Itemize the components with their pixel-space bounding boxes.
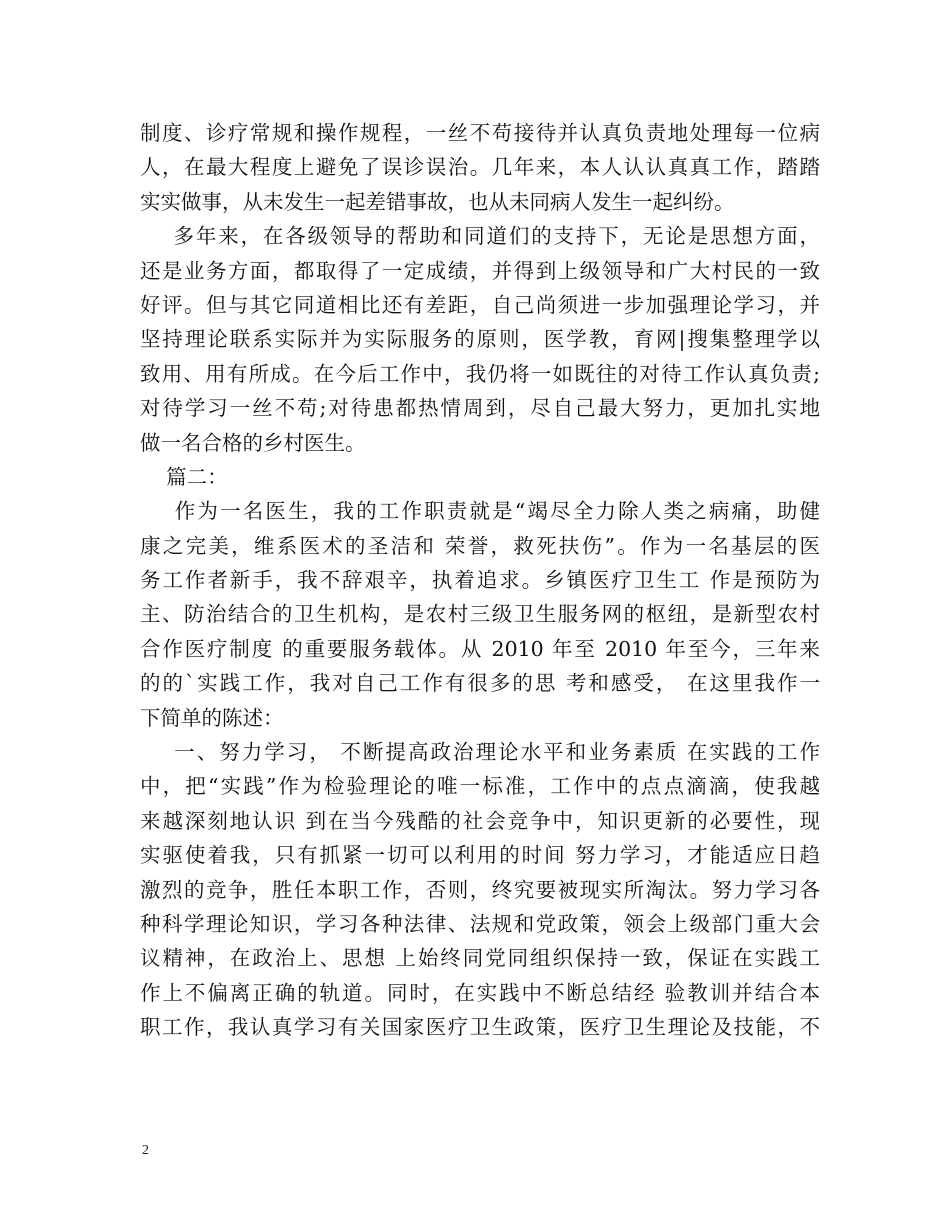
text-line: 合作医疗制度 的重要服务载体。从 2010 年至 2010 年至今，三年来 [140,636,820,661]
text-line: 坚持理论联系实际并为实际服务的原则，医学教，育网|搜集整理学以 [140,327,820,352]
text-line: 康之完美，维系医术的圣洁和 荣誉，救死扶伤”。作为一名基层的医 [140,533,820,558]
text-line: 下简单的陈述： [140,705,284,730]
text-line: 职工作，我认真学习有关国家医疗卫生政策，医疗卫生理论及技能，不 [140,1015,820,1040]
text-line: 中，把“实践”作为检验理论的唯一标准，工作中的点点滴滴，使我越 [140,774,820,799]
text-line: 种科学理论知识，学习各种法律、法规和党政策，领会上级部门重大会 [140,911,820,936]
text-line: 多年来，在各级领导的帮助和同道们的支持下，无论是思想方面， [140,224,820,249]
text-line: 激烈的竞争，胜任本职工作，否则，终究要被现实所淘汰。努力学习各 [140,877,820,902]
text-line: 人，在最大程度上避免了误诊误治。几年来，本人认认真真工作，踏踏 [140,155,820,180]
text-line: 一、努力学习， 不断提高政治理论水平和业务素质 在实践的工作 [140,740,820,765]
text-line: 篇二： [140,464,228,489]
text-line: 制度、诊疗常规和操作规程，一丝不苟接待并认真负责地处理每一位病 [140,121,820,145]
body-text [140,116,820,1045]
text-line: 的的`实践工作，我对自己工作有很多的思 考和感受， 在这里我作一 [140,671,820,696]
text-line: 务工作者新手，我不辞艰辛，执着追求。乡镇医疗卫生工 作是预防为 [140,568,820,593]
text-line: 作上不偏离正确的轨道。同时，在实践中不断总结经 验教训并结合本 [140,980,820,1005]
text-line: 还是业务方面，都取得了一定成绩，并得到上级领导和广大村民的一致 [140,258,820,283]
text-line: 作为一名医生，我的工作职责就是“竭尽全力除人类之病痛，助健 [140,499,820,524]
text-line: 议精神，在政治上、思想 上始终同党同组织保持一致，保证在实践工 [140,946,820,971]
text-line: 做一名合格的乡村医生。 [140,430,366,455]
text-line: 实实做事，从未发生一起差错事故，也从未同病人发生一起纠纷。 [140,189,735,214]
text-line: 来越深刻地认识 到在当今残酷的社会竞争中，知识更新的必要性，现 [140,808,820,833]
text-line: 实驱使着我，只有抓紧一切可以利用的时间 努力学习，才能适应日趋 [140,843,820,868]
text-line: 对待学习一丝不苟;对待患都热情周到，尽自己最大努力，更加扎实地 [140,396,820,421]
text-line: 好评。但与其它同道相比还有差距，自己尚须进一步加强理论学习，并 [140,292,820,317]
page-number: 2 [142,1143,149,1158]
text-line: 主、防治结合的卫生机构，是农村三级卫生服务网的枢纽，是新型农村 [140,602,820,627]
text-line: 致用、用有所成。在今后工作中，我仍将一如既往的对待工作认真负责; [140,361,820,386]
